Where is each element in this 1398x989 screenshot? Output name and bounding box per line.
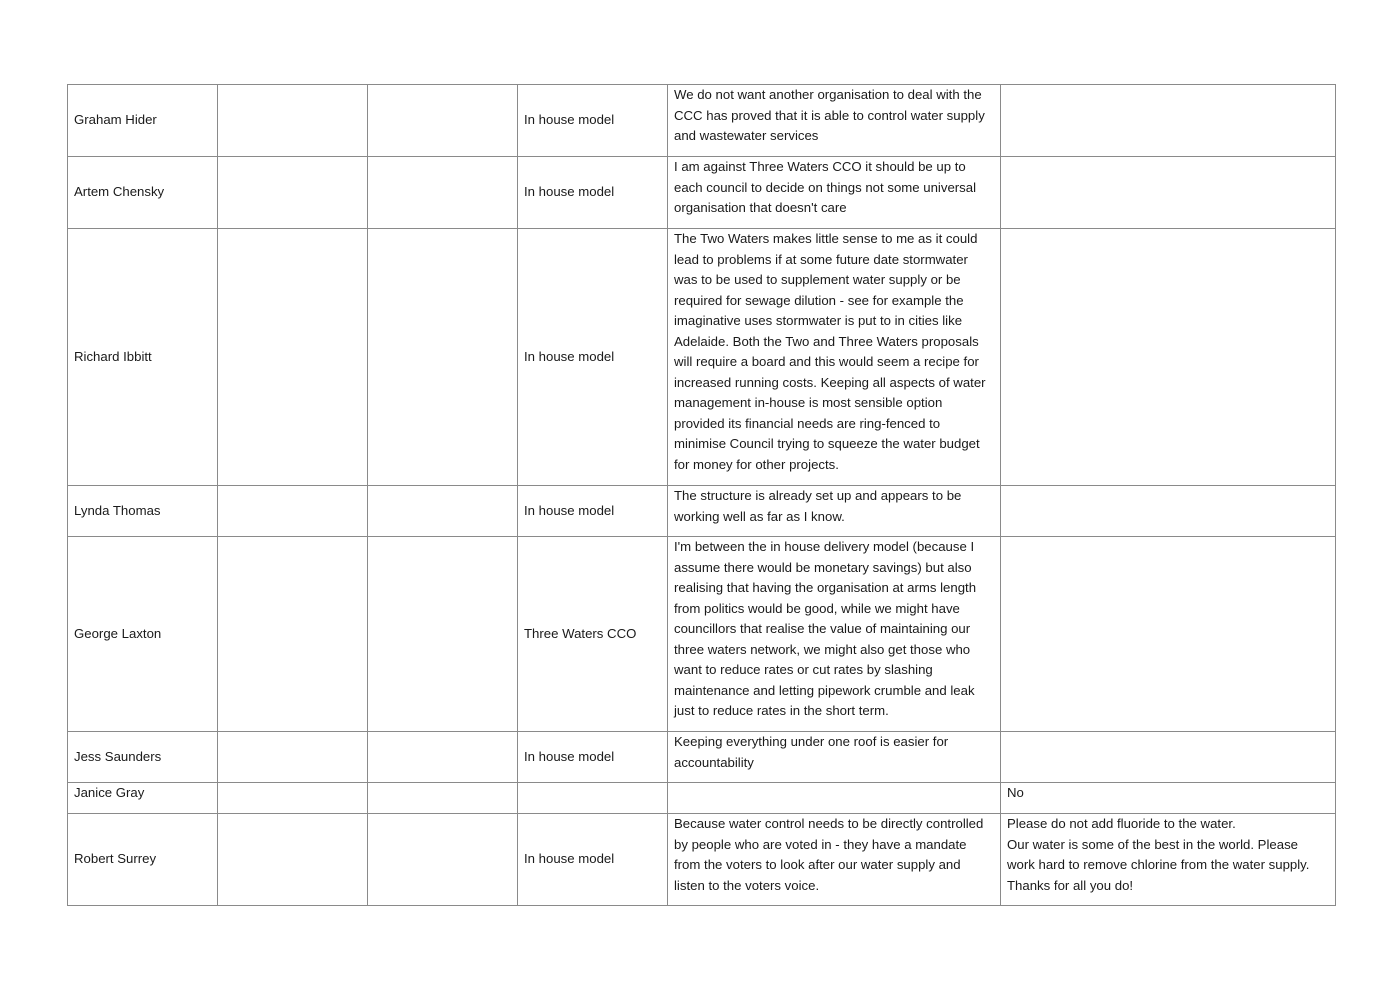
table-row: [68, 229, 1336, 486]
empty-cell: [218, 537, 368, 732]
table-row: [68, 537, 1336, 732]
preference-cell: In house model: [518, 85, 668, 157]
empty-cell: [218, 229, 368, 486]
submitter-name-cell: Janice Gray: [68, 783, 218, 814]
submitter-name-cell: Jess Saunders: [68, 732, 218, 783]
empty-cell: [218, 157, 368, 229]
empty-cell: [368, 537, 518, 732]
reason-cell: I'm between the in house delivery model (because I assume there would be monetary savings) but also realising that having the organisation at arms length from politics would be good, while we might have councillors that realise the value of maintaining our three waters network, we might also get those who want to reduce rates or cut rates by slashing maintenance and letting pipework crumble and leak just to reduce rates in the short term.: [668, 537, 1001, 732]
empty-cell: [368, 229, 518, 486]
submitter-name-cell: Lynda Thomas: [68, 486, 218, 537]
submitter-name-cell: Richard Ibbitt: [68, 229, 218, 486]
reason-cell: We do not want another organisation to deal with the CCC has proved that it is able to control water supply and wastewater services: [668, 85, 1001, 157]
preference-cell: In house model: [518, 157, 668, 229]
submitter-name-cell: Robert Surrey: [68, 814, 218, 906]
table-row: [68, 732, 1336, 783]
empty-cell: [218, 486, 368, 537]
comments-cell: [1001, 486, 1336, 537]
empty-cell: [368, 783, 518, 814]
empty-cell: [368, 814, 518, 906]
reason-cell: The structure is already set up and appears to be working well as far as I know.: [668, 486, 1001, 537]
reason-cell: Because water control needs to be directly controlled by people who are voted in - they have a mandate from the voters to look after our water supply and listen to the voters voice.: [668, 814, 1001, 906]
reason-cell: The Two Waters makes little sense to me as it could lead to problems if at some future date stormwater was to be used to supplement water supply or be required for sewage dilution - see for example the imaginative uses stormwater is put to in cities like Adelaide. Both the Two and Three Waters proposals will require a board and this would seem a recipe for increased running costs. Keeping all aspects of water management in-house is most sensible option provided its financial needs are ring-fenced to minimise Council trying to squeeze the water budget for money for other projects.: [668, 229, 1001, 486]
comments-cell: No: [1001, 783, 1336, 814]
empty-cell: [218, 814, 368, 906]
comments-cell: [1001, 157, 1336, 229]
preference-cell: In house model: [518, 732, 668, 783]
comments-cell: [1001, 229, 1336, 486]
reason-cell: Keeping everything under one roof is easier for accountability: [668, 732, 1001, 783]
preference-cell: Three Waters CCO: [518, 537, 668, 732]
table-row: [68, 814, 1336, 906]
empty-cell: [218, 732, 368, 783]
empty-cell: [368, 157, 518, 229]
empty-cell: [218, 783, 368, 814]
preference-cell: In house model: [518, 814, 668, 906]
submitter-name-cell: Artem Chensky: [68, 157, 218, 229]
empty-cell: [368, 85, 518, 157]
table-row: [68, 85, 1336, 157]
empty-cell: [368, 486, 518, 537]
preference-cell: In house model: [518, 229, 668, 486]
table-row: [68, 783, 1336, 814]
comments-cell: [1001, 537, 1336, 732]
table-row: [68, 486, 1336, 537]
comments-cell: Please do not add fluoride to the water. Our water is some of the best in the world. Please work hard to remove chlorine from the water supply. Thanks for all you do!: [1001, 814, 1336, 906]
empty-cell: [218, 85, 368, 157]
preference-cell: In house model: [518, 486, 668, 537]
reason-cell: I am against Three Waters CCO it should be up to each council to decide on things not some universal organisation that doesn't care: [668, 157, 1001, 229]
table-row: [68, 157, 1336, 229]
submitter-name-cell: George Laxton: [68, 537, 218, 732]
preference-cell: [518, 783, 668, 814]
reason-cell: [668, 783, 1001, 814]
empty-cell: [368, 732, 518, 783]
comments-cell: [1001, 732, 1336, 783]
submitter-name-cell: Graham Hider: [68, 85, 218, 157]
submissions-table: [67, 84, 1336, 906]
comments-cell: [1001, 85, 1336, 157]
